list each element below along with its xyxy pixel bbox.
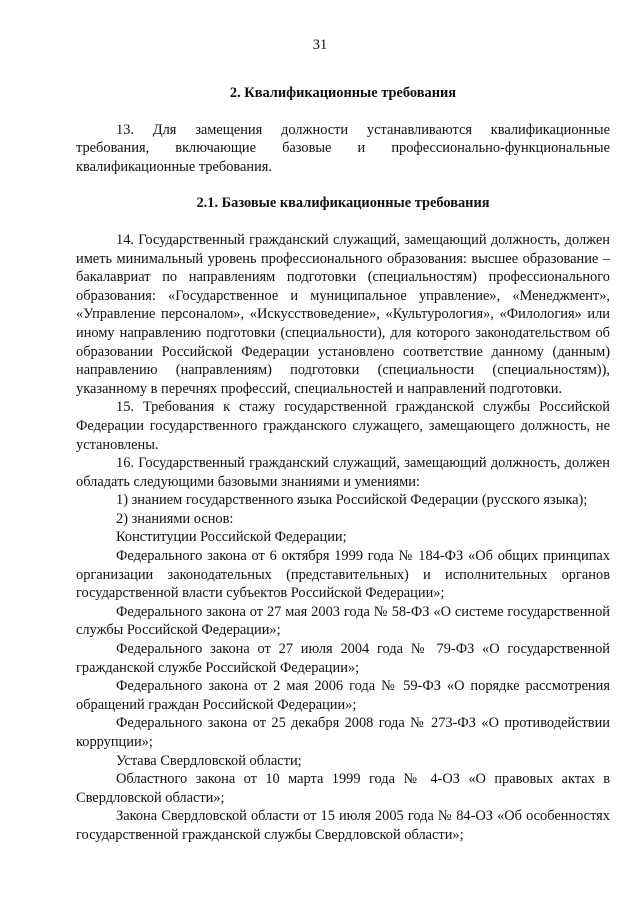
law-item: Федерального закона от 6 октября 1999 года № 184-ФЗ «Об общих принципах организации законодательных (представительных) и исполнительных органов государственной власти субъектов Российской Федерации»; [76, 548, 610, 602]
paragraph-14: 14. Государственный гражданский служащий, замещающий должность, должен иметь минимальный уровень профессионального образования: высшее образование – бакалавриат по направлениям подготовки (специальностям) профессионального образования: «Государственное и муниципальное управление», «Менеджмент», «Управление персоналом», «Искусствоведение», «Культурология», «Филология» или иному направлению подготовки (специальности), для которого законодательством об образовании Российской Федерации установлено соответствие данному (данным) направлению (направлениям) подготовки (специальности (специальностям)), указанному в перечнях профессий, специальностей и направлений подготовки. [76, 231, 610, 397]
law-item: Федерального закона от 25 декабря 2008 года № 273-ФЗ «О противодействии коррупции»; [76, 715, 610, 750]
law-item: Федерального закона от 27 мая 2003 года № 58-ФЗ «О системе государственной службы Российской Федерации»; [76, 603, 610, 639]
list-item-language: 1) знанием государственного языка Российской Федерации (русского языка); [116, 492, 588, 509]
law-item: Федерального закона от 2 мая 2006 года № 59-ФЗ «О порядке рассмотрения обращений граждан Российской Федерации»; [76, 678, 610, 713]
intro-paragraph: 13. Для замещения должности устанавливаются квалификационные требования, включающие базовые и профессионально-функциональные квалификационные требования. [76, 121, 610, 175]
page-number: 31 [312, 37, 328, 53]
law-item: Закона Свердловской области от 15 июля 2005 года № 84-ОЗ «Об особенностях государственной гражданской службы Свердловской области»; [76, 808, 610, 843]
document-body [76, 84, 610, 845]
paragraph-15: 15. Требования к стажу государственной гражданской службы Российской Федерации государственного гражданского служащего, замещающего должность, не установлены. [76, 399, 610, 453]
paragraph-16: 16. Государственный гражданский служащий, замещающий должность, должен обладать следующими базовыми знаниями и умениями: [76, 455, 610, 490]
subsection-heading: 2.1. Базовые квалификационные требования [196, 195, 490, 212]
law-item: Устава Свердловской области; [116, 752, 302, 769]
law-item: Областного закона от 10 марта 1999 года № 4-ОЗ «О правовых актах в Свердловской области»; [76, 771, 610, 806]
list-item-basics: 2) знаниями основ: [116, 510, 234, 527]
section-heading: 2. Квалификационные требования [229, 85, 457, 101]
law-item: Федерального закона от 27 июля 2004 года № 79-ФЗ «О государственной гражданской службе Российской Федерации»; [76, 641, 610, 676]
law-item: Конституции Российской Федерации; [116, 529, 347, 546]
